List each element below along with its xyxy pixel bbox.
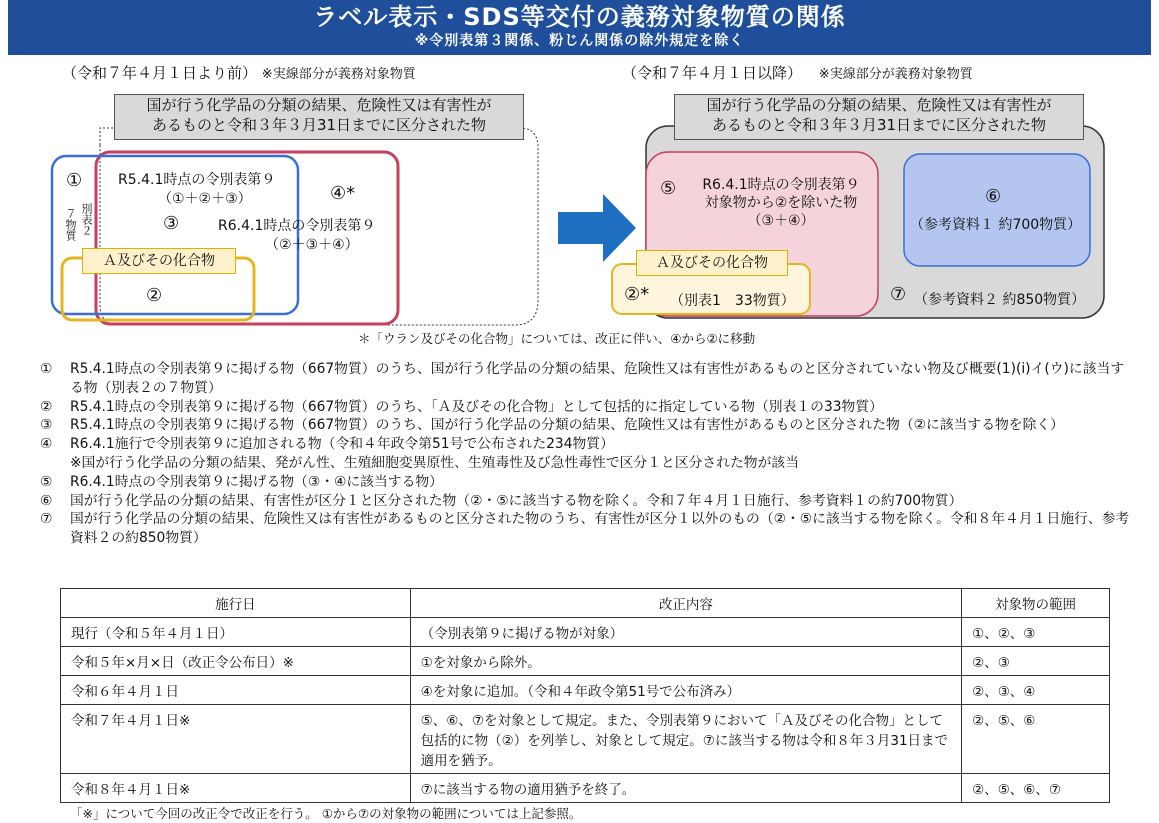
list-text: ※国が行う化学品の分類の結果、発がん性、生殖細胞変異原性、生殖毒性及び急性毒性で区分１と区分された物が該当	[70, 454, 799, 471]
table-cell: 現行（令和５年４月１日）	[61, 618, 411, 647]
beppyo2-label: 別表２	[80, 203, 93, 236]
table-header: 施行日	[61, 589, 411, 618]
table-cell: ④を対象に追加。（令和４年政令第51号で公布済み）	[410, 676, 961, 705]
list-text: R5.4.1時点の令別表第９に掲げる物（667物質）のうち、「Ａ及びその化合物」として包括的に指定している物（別表１の33物質）	[70, 398, 883, 415]
table-row	[61, 705, 1110, 774]
table-cell: ⑦に該当する物の適用猶予を終了。	[410, 774, 961, 803]
table-cell: 令和８年４月１日※	[61, 774, 411, 803]
r5-label: R5.4.1時点の令別表第９	[118, 172, 276, 188]
list-text: R5.4.1時点の令別表第９に掲げる物（667物質）のうち、国が行う化学品の分類の結果、危険性又は有害性があるものと区分された物（②に該当する物を除く）	[70, 417, 1064, 434]
beppyo1-text: （別表1 33物質）	[670, 293, 795, 309]
list-mark: ⑤	[40, 473, 53, 490]
table-row	[61, 647, 1110, 676]
list-item	[40, 473, 1130, 492]
table-cell: ⑤、⑥、⑦を対象として規定。また、令別表第９において「Ａ及びその化合物」として包括的に物（②）を列挙し、対象として規定。⑦に該当する物は令和８年３月31日まで適用を猶予。	[410, 705, 961, 774]
table-row	[61, 774, 1110, 803]
r6-label: R6.4.1時点の令別表第９	[218, 218, 376, 234]
table-cell: ②、③	[962, 647, 1110, 676]
r5-sum: （①＋②＋③）	[158, 191, 252, 207]
left-heading-text: （令和７年４月１日より前）	[62, 64, 258, 82]
a-label-right: Ａ及びその化合物	[636, 250, 788, 276]
arrow-shape	[558, 194, 636, 262]
table-cell: 令和５年×月×日（改正令公布日）※	[61, 647, 411, 676]
list-item	[40, 435, 1130, 454]
circle-4-label: ④*	[330, 183, 356, 204]
list-text: 国が行う化学品の分類の結果、有害性が区分１と区分された物（②・⑤に該当する物を除く。令和７年４月１日施行、参考資料１の約700物質）	[70, 492, 963, 509]
pink-line1: R6.4.1時点の令別表第９	[702, 177, 860, 193]
right-gray-line1: 国が行う化学品の分類の結果、危険性又は有害性が	[706, 96, 1052, 114]
page-title: ラベル表示・SDS等交付の義務対象物質の関係	[313, 3, 846, 31]
amendment-table	[60, 588, 1110, 803]
beppyo2-count: ７物質	[64, 208, 77, 241]
bottom-note: 「※」について今回の改正令で改正を行う。 ①から⑦の対象物の範囲については上記参照。	[70, 806, 582, 821]
circle-7-label: ⑦	[890, 284, 907, 305]
right-heading-text: （令和７年４月１日以降）	[622, 64, 803, 82]
list-text: R5.4.1時点の令別表第９に掲げる物（667物質）のうち、国が行う化学品の分類の結果、危険性又は有害性があるものと区分されていない物及び概要(1)(i)イ(ウ)に該当する物（別表２の７物質）	[70, 361, 1125, 396]
table-cell: ①を対象から除外。	[410, 647, 961, 676]
list-mark: ②	[40, 398, 53, 415]
right-heading-note: ※実線部分が義務対象物質	[818, 67, 973, 82]
table-cell: （令別表第９に掲げる物が対象）	[410, 618, 961, 647]
table-header-row	[61, 589, 1110, 618]
right-gray-line2: あるものと令和３年３月31日までに区分された物	[711, 116, 1047, 134]
left-gray-box	[114, 94, 524, 140]
left-heading-note: ※実線部分が義務対象物質	[261, 67, 416, 82]
list-mark: ①	[40, 361, 53, 377]
circle-6-label: ⑥	[985, 186, 1002, 207]
left-gray-line1: 国が行う化学品の分類の結果、危険性又は有害性が	[146, 96, 492, 114]
r6-sum: （②＋③＋④）	[265, 237, 359, 253]
table-header: 対象物の範囲	[962, 589, 1110, 618]
list-item	[40, 454, 1130, 473]
list-mark: ③	[40, 417, 53, 434]
right-gray-box	[674, 94, 1084, 140]
left-gray-line2: あるものと令和３年３月31日までに区分された物	[151, 116, 487, 134]
circle-5-label: ⑤	[660, 178, 677, 199]
circle-2-label-right: ②*	[624, 284, 650, 305]
pink-line2: 対象物から②を除いた物	[704, 195, 858, 211]
definition-list	[40, 360, 1130, 548]
table-cell: ②、⑤、⑥	[962, 705, 1110, 774]
list-item	[40, 416, 1130, 435]
list-mark: ⑥	[40, 492, 53, 509]
pink-text	[696, 176, 866, 230]
list-item	[40, 360, 1130, 398]
ref1-text: （参考資料１ 約700物質）	[910, 217, 1082, 233]
list-text: 国が行う化学品の分類の結果、危険性又は有害性があるものと区分された物のうち、有害性が区分１以外のもの（②・⑤に該当する物を除く。令和８年４月１日施行、参考資料２の約850物質）	[70, 511, 1130, 547]
right-heading	[622, 62, 973, 83]
table-cell: 令和６年４月１日	[61, 676, 411, 705]
list-mark: ⑦	[40, 511, 53, 528]
page-subtitle: ※令別表第３関係、粉じん関係の除外規定を除く	[414, 33, 745, 49]
circle-1-label: ①	[66, 170, 83, 191]
circle-2-label-left: ②	[146, 285, 163, 306]
list-item	[40, 492, 1130, 511]
list-item	[40, 510, 1130, 548]
list-mark: ④	[40, 436, 53, 453]
ref2-text: （参考資料２ 約850物質）	[914, 292, 1086, 308]
list-item	[40, 398, 1130, 417]
table-row	[61, 676, 1110, 705]
table-cell: ①、②、③	[962, 618, 1110, 647]
a-label-left: Ａ及びその化合物	[82, 248, 236, 274]
circle-3-label: ③	[163, 213, 180, 234]
table-header: 改正内容	[410, 589, 961, 618]
list-text: R6.4.1施行で令別表第９に追加される物（令和４年政令第51号で公布された234物質）	[70, 436, 614, 453]
uran-footnote: ＊「ウラン及びその化合物」については、改正に伴い、④から②に移動	[358, 331, 756, 346]
table-cell: ②、⑤、⑥、⑦	[962, 774, 1110, 803]
table-cell: ②、③、④	[962, 676, 1110, 705]
list-text: R6.4.1時点の令別表第９に掲げる物（③・④に該当する物）	[70, 473, 443, 490]
blue-box	[904, 154, 1090, 266]
table-cell: 令和７年４月１日※	[61, 705, 411, 774]
pink-line3: （③＋④）	[747, 213, 815, 229]
table-row	[61, 618, 1110, 647]
